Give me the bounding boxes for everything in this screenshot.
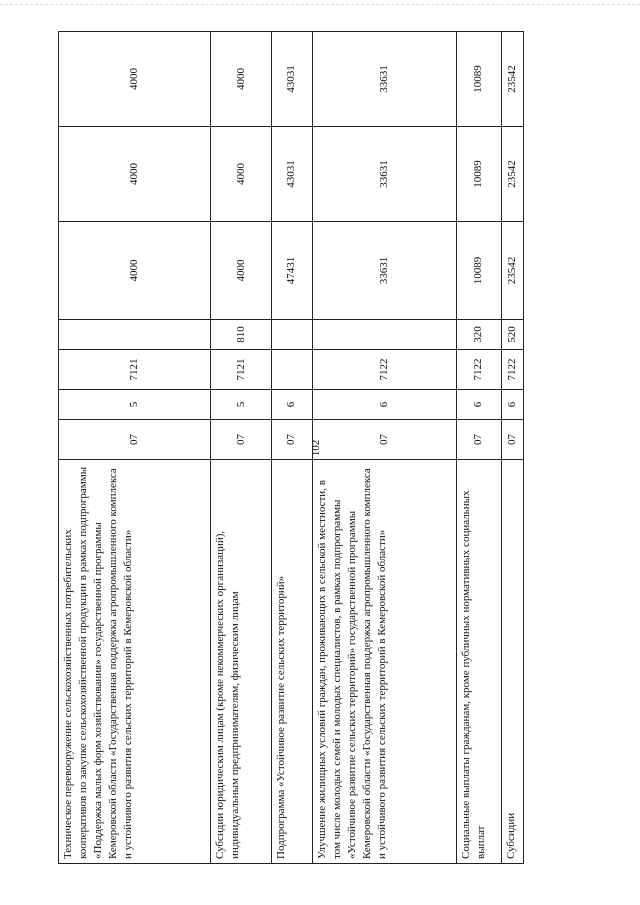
target-cell: 7122	[501, 350, 523, 390]
row-name-cell: Субсидии юридическим лицам (кроме некоммерческих организаций), индивидуальным предпринимателям, физическим лицам	[211, 460, 272, 864]
row-name-cell: Социальные выплаты гражданам, кроме публичных нормативных социальных выплат	[456, 460, 501, 864]
type-cell: 320	[456, 320, 501, 350]
amount-1-cell: 10089	[456, 222, 501, 320]
subsection-cell: 5	[59, 390, 211, 420]
type-cell: 810	[211, 320, 272, 350]
section-cell: 07	[456, 420, 501, 460]
type-cell	[59, 320, 211, 350]
amount-1-cell: 33631	[312, 222, 456, 320]
subsection-cell: 6	[501, 390, 523, 420]
budget-table-rotator	[58, 32, 524, 864]
budget-table	[58, 31, 524, 864]
row-name-cell: Субсидии	[501, 460, 523, 864]
target-cell: 7121	[211, 350, 272, 390]
amount-3-cell: 10089	[456, 32, 501, 127]
amount-1-cell: 47431	[272, 222, 313, 320]
section-cell: 07	[501, 420, 523, 460]
amount-1-cell: 4000	[59, 222, 211, 320]
amount-3-cell: 33631	[312, 32, 456, 127]
row-name-cell: Подпрограмма «Устойчивое развитие сельских территорий»	[272, 460, 313, 864]
amount-2-cell: 43031	[272, 127, 313, 222]
table-row	[211, 32, 272, 864]
section-cell: 07	[312, 420, 456, 460]
amount-3-cell: 23542	[501, 32, 523, 127]
budget-table-body	[59, 32, 524, 864]
table-row	[456, 32, 501, 864]
target-cell: 7122	[456, 350, 501, 390]
amount-2-cell: 33631	[312, 127, 456, 222]
target-cell: 7121	[59, 350, 211, 390]
subsection-cell: 6	[312, 390, 456, 420]
row-name-cell: Техническое перевооружение сельскохозяйственных потребительских кооперативов по закупке сельскохозяйственной продукции в рамках подпрограммы «Поддержка малых форм хозяйствования» государственной программы Кемеровской области «Государственная поддержка агропромышленного комплекса и устойчивого развития сельских территорий в Кемеровской области»	[59, 460, 211, 864]
target-cell	[272, 350, 313, 390]
section-cell: 07	[272, 420, 313, 460]
amount-3-cell: 4000	[211, 32, 272, 127]
section-cell: 07	[211, 420, 272, 460]
subsection-cell: 6	[456, 390, 501, 420]
type-cell	[272, 320, 313, 350]
amount-2-cell: 10089	[456, 127, 501, 222]
amount-2-cell: 23542	[501, 127, 523, 222]
subsection-cell: 6	[272, 390, 313, 420]
table-row	[59, 32, 211, 864]
type-cell: 520	[501, 320, 523, 350]
table-row	[312, 32, 456, 864]
row-name-cell: Улучшение жилищных условий граждан, проживающих в сельской местности, в том числе молодых семей и молодых специалистов, в рамках подпрограммы «Устойчивое развитие сельских территорий» государственной программы Кемеровской области «Государственная поддержка агропромышленного комплекса и устойчивого развития сельских территорий в Кемеровской области»	[312, 460, 456, 864]
scan-top-edge	[0, 0, 640, 5]
table-row	[501, 32, 523, 864]
amount-3-cell: 4000	[59, 32, 211, 127]
page-number: 102	[310, 439, 322, 457]
table-row	[272, 32, 313, 864]
type-cell	[312, 320, 456, 350]
amount-1-cell: 23542	[501, 222, 523, 320]
budget-table-container	[58, 32, 524, 864]
amount-3-cell: 43031	[272, 32, 313, 127]
subsection-cell: 5	[211, 390, 272, 420]
amount-2-cell: 4000	[59, 127, 211, 222]
amount-2-cell: 4000	[211, 127, 272, 222]
section-cell: 07	[59, 420, 211, 460]
amount-1-cell: 4000	[211, 222, 272, 320]
target-cell: 7122	[312, 350, 456, 390]
